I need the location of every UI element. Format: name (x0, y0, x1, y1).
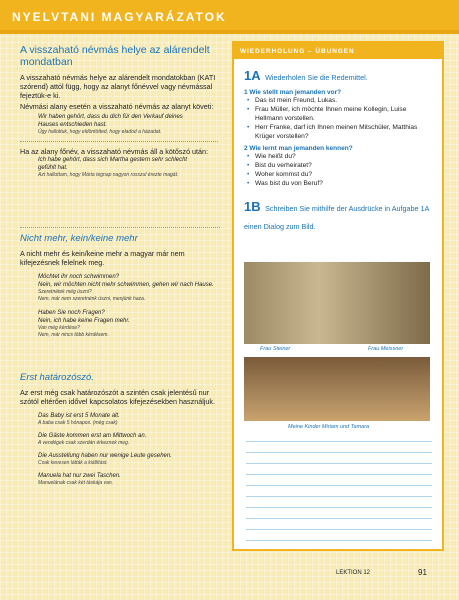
writing-line (246, 485, 432, 486)
header-underline (0, 30, 459, 34)
example2-b: gefühlt hat. (38, 165, 68, 171)
example4-translation1: Van még kérdése? (38, 325, 80, 331)
list-item: • Frau Müller, ich möchte Ihnen meine Kollegin, Luise Hellmann vorstellen. (244, 105, 432, 123)
example3-a: Möchtet ihr noch schwimmen? (38, 274, 120, 280)
intro-text: A visszaható névmás helye az alárendelt mondatokban (KATI szórend) attól függ, hogy az alanyt főnévvel vagy névmással fejeztük-e ki. (20, 73, 216, 100)
example5-translation: A baba csak 5 hónapos. (még csak) (38, 420, 118, 426)
example3-translation2: Nem, már nem szeretnénk úszni, menjünk haza. (38, 296, 146, 302)
divider (20, 141, 218, 142)
example1-translation: Úgy hallottuk, hogy eldöntötted, hogy eladod a házadat. (38, 129, 162, 135)
photo-children (244, 357, 430, 421)
divider (20, 227, 220, 228)
lesson-label: LEKTION 12 (336, 570, 371, 576)
example5-a: Das Baby ist erst 5 Monate alt. (38, 413, 120, 419)
example4-translation2: Nem, már nincs több kérdésem. (38, 332, 109, 338)
exercise-1b-number: 1B (244, 199, 261, 214)
exercise-1b-title: Schreiben Sie mithilfe der Ausdrücke in Aufgabe 1A einen Dialog zum Bild. (244, 204, 429, 231)
question-2-list (244, 152, 432, 188)
exercise-panel (232, 41, 444, 551)
caption-children: Meine Kinder Miriam und Tamara (288, 424, 370, 430)
list-item: • Das ist mein Freund, Lukas. (244, 96, 432, 105)
list-item: • Bist du verheiratet? (244, 161, 432, 170)
example1-b: Hauses entschieden hast. (38, 122, 108, 128)
section-erst (20, 372, 220, 487)
header-bar (0, 0, 459, 34)
example4-a: Haben Sie noch Fragen? (38, 310, 105, 316)
writing-line (246, 507, 432, 508)
section-heading-nicht-mehr: Nicht mehr, kein/keine mehr (20, 233, 138, 244)
example8-translation: Manuelának csak két táskája van. (38, 480, 114, 486)
section-nicht-mehr (20, 222, 220, 339)
rule2-text: Ha az alany főnév, a visszaható névmás áll a kötőszó után: (20, 147, 209, 156)
section-heading-reflexive: A visszaható névmás helye az alárendelt mondatban (20, 44, 210, 68)
question-1: 1 Wie stellt man jemanden vor? (244, 89, 342, 96)
writing-line (246, 474, 432, 475)
list-item: • Was bist du von Beruf? (244, 179, 432, 188)
erst-text: Az erst még csak határozószót a szintén csak jelentésű nur szótól eltérően idővel kapcsolatos kifejezésekben használjuk. (20, 388, 215, 406)
list-item: • Wie heißt du? (244, 152, 432, 161)
example3-translation1: Szeretnétek még úszni? (38, 289, 92, 295)
example7-a: Die Ausstellung haben nur wenige Leute gesehen. (38, 453, 172, 459)
writing-line (246, 441, 432, 442)
nicht-mehr-text: A nicht mehr és kein/keine mehr a magyar már nem kifejezésnek felelnek meg. (20, 249, 185, 267)
example6-a: Die Gäste kommen erst am Mittwoch an. (38, 433, 147, 439)
exercise-1a-number: 1A (244, 68, 261, 83)
writing-line (246, 529, 432, 530)
writing-line (246, 452, 432, 453)
writing-lines (246, 441, 432, 551)
example2-a: Ich habe gehört, dass sich Martha gestern sehr schlecht (38, 157, 188, 163)
writing-line (246, 540, 432, 541)
exercise-1a-title-row (244, 67, 432, 85)
writing-line (246, 463, 432, 464)
question-1-list (244, 96, 432, 141)
example7-translation: Csak kevesen látták a kiállítást. (38, 460, 108, 466)
rule1-text: Névmási alany esetén a visszaható névmás az alanyt követi: (20, 102, 214, 111)
photo-women (244, 262, 430, 344)
list-item: • Herr Franke, darf ich Ihnen meinen Mitschüler, Matthias Krüger vorstellen? (244, 123, 432, 141)
left-column (20, 44, 218, 179)
example1-a: Wir haben gehört, dass du dich für den Verkauf deines (38, 114, 183, 120)
list-item: • Woher kommst du? (244, 170, 432, 179)
example6-translation: A vendégek csak szerdán érkeznek meg. (38, 440, 130, 446)
writing-line (246, 518, 432, 519)
page-number: 91 (418, 568, 427, 577)
example2-translation: Azt hallottam, hogy Márta tegnap nagyon rosszul érezte magát. (38, 172, 179, 178)
header-title: NYELVTANI MAGYARÁZATOK (12, 10, 227, 24)
exercise-1a-title: Wiederholen Sie die Redemittel. (265, 73, 368, 82)
exercise-1a (234, 59, 442, 242)
section-heading-erst: Erst határozószó. (20, 372, 94, 383)
exercise-panel-header: WIEDERHOLUNG – ÜBUNGEN (234, 43, 442, 59)
writing-line (246, 496, 432, 497)
exercise-1b-title-row (244, 198, 432, 234)
example3-b: Nein, wir möchten nicht mehr schwimmen, gehen wir nach Hause. (38, 282, 214, 288)
caption-frau-steiner: Frau Steiner (260, 346, 291, 352)
example8-a: Manuela hat nur zwei Taschen. (38, 473, 121, 479)
example4-b: Nein, ich habe keine Fragen mehr. (38, 318, 130, 324)
caption-frau-meissner: Frau Meissner (368, 346, 404, 352)
question-2: 2 Wie lernt man jemanden kennen? (244, 145, 353, 152)
